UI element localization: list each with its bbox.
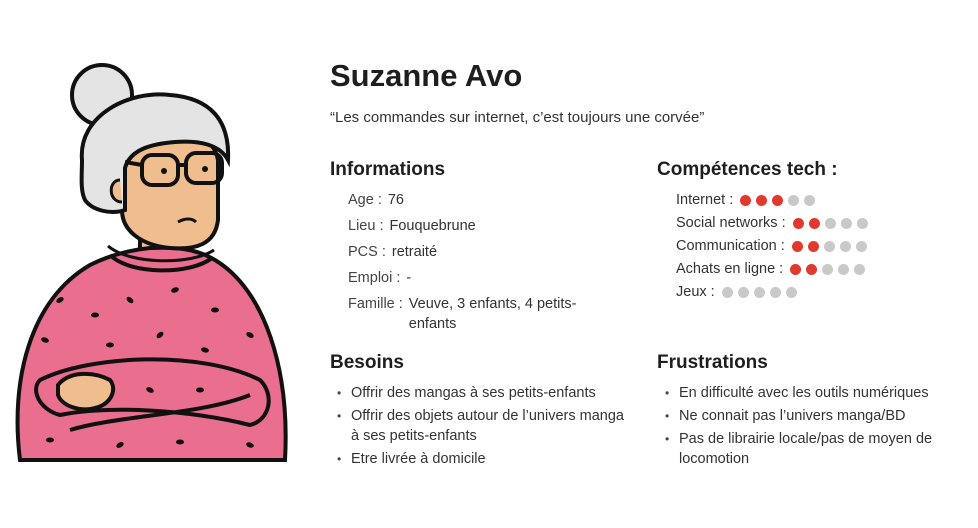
frustrations-list: [662, 383, 968, 472]
informations-list: [348, 190, 628, 340]
info-value: retraité: [391, 244, 438, 260]
skill-label: Jeux :: [676, 284, 715, 300]
list-item: • Etre livrée à domicile: [334, 449, 624, 469]
rating-dot-empty: [854, 264, 865, 275]
skill-label: Achats en ligne :: [676, 261, 784, 277]
rating-dot-empty: [804, 195, 815, 206]
info-value: Fouquebrune: [389, 218, 476, 234]
info-row-lieu: [348, 216, 628, 236]
persona-quote: “Les commandes sur internet, c’est toujours une corvée”: [330, 109, 705, 126]
info-row-age: [348, 190, 628, 210]
info-label: PCS :: [348, 244, 386, 260]
skill-rating: [790, 264, 865, 275]
skill-row-social-networks: [676, 213, 868, 233]
rating-dot-empty: [857, 218, 868, 229]
frustrations-title: Frustrations: [657, 352, 768, 373]
rating-dot-empty: [840, 241, 851, 252]
rating-dot-filled: [740, 195, 751, 206]
skill-label: Social networks :: [676, 215, 786, 231]
rating-dot-empty: [738, 287, 749, 298]
rating-dot-filled: [772, 195, 783, 206]
rating-dot-filled: [792, 241, 803, 252]
skill-rating: [722, 287, 797, 298]
rating-dot-filled: [793, 218, 804, 229]
competences-list: [676, 190, 868, 305]
rating-dot-filled: [809, 218, 820, 229]
rating-dot-empty: [770, 287, 781, 298]
info-value: 76: [387, 192, 404, 208]
rating-dot-empty: [822, 264, 833, 275]
skill-row-internet: [676, 190, 868, 210]
info-row-pcs: [348, 242, 628, 262]
rating-dot-empty: [825, 218, 836, 229]
skill-label: Communication :: [676, 238, 785, 254]
rating-dot-empty: [841, 218, 852, 229]
rating-dot-empty: [824, 241, 835, 252]
rating-dot-empty: [856, 241, 867, 252]
skill-rating: [792, 241, 867, 252]
elderly-woman-avatar-icon: [0, 50, 310, 490]
info-value: Veuve, 3 enfants, 4 petits-enfants: [408, 296, 577, 332]
besoins-list: [334, 383, 624, 472]
list-item: • Pas de librairie locale/pas de moyen de locomotion: [662, 429, 968, 469]
info-label: Lieu :: [348, 218, 384, 234]
rating-dot-empty: [788, 195, 799, 206]
info-label: Famille :: [348, 296, 403, 312]
info-value: -: [406, 270, 412, 286]
list-item: • Offrir des objets autour de l’univers manga à ses petits-enfants: [334, 406, 624, 446]
info-row-emploi: [348, 268, 628, 288]
info-label: Age :: [348, 192, 382, 208]
competences-title: Compétences tech :: [657, 159, 838, 180]
skill-row-communication: [676, 236, 868, 256]
rating-dot-filled: [808, 241, 819, 252]
skill-label: Internet :: [676, 192, 734, 208]
list-item: • En difficulté avec les outils numériques: [662, 383, 968, 403]
skill-rating: [793, 218, 868, 229]
skill-row-achats-en-ligne: [676, 259, 868, 279]
rating-dot-empty: [786, 287, 797, 298]
skill-rating: [740, 195, 815, 206]
rating-dot-filled: [756, 195, 767, 206]
rating-dot-empty: [838, 264, 849, 275]
info-label: Emploi :: [348, 270, 401, 286]
rating-dot-empty: [722, 287, 733, 298]
rating-dot-filled: [790, 264, 801, 275]
skill-row-jeux: [676, 282, 868, 302]
rating-dot-empty: [754, 287, 765, 298]
info-row-famille: [348, 294, 628, 334]
list-item: • Offrir des mangas à ses petits-enfants: [334, 383, 624, 403]
persona-name: Suzanne Avo: [330, 58, 523, 93]
besoins-title: Besoins: [330, 352, 404, 373]
list-item: • Ne connait pas l’univers manga/BD: [662, 406, 968, 426]
informations-title: Informations: [330, 159, 446, 180]
rating-dot-filled: [806, 264, 817, 275]
